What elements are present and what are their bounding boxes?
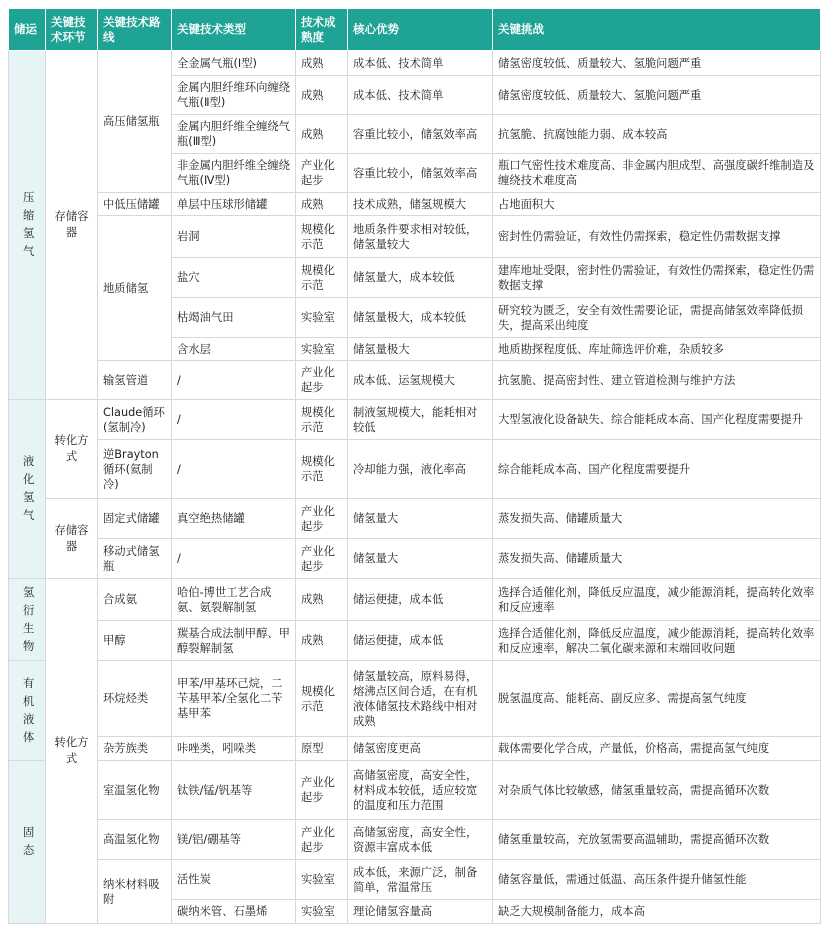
table-row xyxy=(9,761,821,820)
tech-type: 甲苯/甲基环己烷，二苄基甲苯/全氢化二苄基甲苯 xyxy=(172,661,296,737)
header-challenge: 关键挑战 xyxy=(493,9,821,51)
route: 固定式储罐 xyxy=(98,499,172,539)
maturity: 实验室 xyxy=(296,900,348,924)
advantage: 地质条件要求相对较低，储氢量较大 xyxy=(348,216,493,258)
link-storage: 存储容器 xyxy=(46,499,98,579)
tech-type: 枯竭油气田 xyxy=(172,298,296,338)
advantage: 技术成熟，储氢规模大 xyxy=(348,193,493,216)
table-row xyxy=(9,440,821,499)
challenge: 抗氢脆、提高密封性、建立管道检测与维护方法 xyxy=(493,361,821,400)
route: 室温氢化物 xyxy=(98,761,172,820)
tech-type: / xyxy=(172,400,296,440)
header-link: 关键技术环节 xyxy=(46,9,98,51)
challenge: 密封性仍需验证，有效性仍需探索，稳定性仍需数据支撑 xyxy=(493,216,821,258)
advantage: 成本低、技术简单 xyxy=(348,76,493,115)
category-organic: 有机液体 xyxy=(9,661,46,761)
table-row xyxy=(9,51,821,76)
table-row xyxy=(9,216,821,258)
maturity: 原型 xyxy=(296,737,348,761)
tech-type: 镁/铝/硼基等 xyxy=(172,820,296,860)
tech-type: 咔唑类，吲哚类 xyxy=(172,737,296,761)
link-convert: 转化方式 xyxy=(46,579,98,924)
advantage: 成本低、运氢规模大 xyxy=(348,361,493,400)
route: 移动式储氢瓶 xyxy=(98,539,172,579)
advantage: 储氢量较高，原料易得，熔沸点区间合适，在有机液体储氢技术路线中相对成熟 xyxy=(348,661,493,737)
challenge: 缺乏大规模制备能力，成本高 xyxy=(493,900,821,924)
advantage: 高储氢密度，高安全性，材料成本较低，适应较宽的温度和压力范围 xyxy=(348,761,493,820)
tech-type: 含水层 xyxy=(172,338,296,361)
table-row xyxy=(9,737,821,761)
challenge: 综合能耗成本高、国产化程度需要提升 xyxy=(493,440,821,499)
tech-type: 活性炭 xyxy=(172,860,296,900)
maturity: 实验室 xyxy=(296,298,348,338)
challenge: 抗氢脆、抗腐蚀能力弱、成本较高 xyxy=(493,115,821,154)
route-nano: 纳米材料吸附 xyxy=(98,860,172,924)
header-route: 关键技术路线 xyxy=(98,9,172,51)
header-row xyxy=(9,9,821,51)
tech-type: 羰基合成法制甲醇、甲醇裂解制氢 xyxy=(172,621,296,661)
route-high-pressure: 高压储氢瓶 xyxy=(98,51,172,193)
maturity: 成熟 xyxy=(296,76,348,115)
challenge: 大型氢液化设备缺失、综合能耗成本高、国产化程度需要提升 xyxy=(493,400,821,440)
category-compressed: 压缩氢气 xyxy=(9,51,46,400)
maturity: 成熟 xyxy=(296,51,348,76)
table-row xyxy=(9,860,821,900)
link-convert: 转化方式 xyxy=(46,400,98,499)
maturity: 规模化示范 xyxy=(296,216,348,258)
maturity: 产业化起步 xyxy=(296,539,348,579)
category-derivative: 氢衍生物 xyxy=(9,579,46,661)
tech-type: / xyxy=(172,539,296,579)
route: 杂芳族类 xyxy=(98,737,172,761)
link-storage: 存储容器 xyxy=(46,51,98,400)
tech-type: / xyxy=(172,440,296,499)
advantage: 储氢量极大，成本较低 xyxy=(348,298,493,338)
table-row xyxy=(9,621,821,661)
advantage: 储氢密度更高 xyxy=(348,737,493,761)
advantage: 容重比较小，储氢效率高 xyxy=(348,154,493,193)
header-maturity: 技术成熟度 xyxy=(296,9,348,51)
challenge: 地质勘探程度低、库址筛选评价难，杂质较多 xyxy=(493,338,821,361)
tech-type: 全金属气瓶(Ⅰ型) xyxy=(172,51,296,76)
route: 中低压储罐 xyxy=(98,193,172,216)
table-row xyxy=(9,193,821,216)
advantage: 储运便捷，成本低 xyxy=(348,621,493,661)
maturity: 规模化示范 xyxy=(296,400,348,440)
tech-type: 岩洞 xyxy=(172,216,296,258)
challenge: 蒸发损失高、储罐质量大 xyxy=(493,539,821,579)
advantage: 容重比较小，储氢效率高 xyxy=(348,115,493,154)
challenge: 研究较为匮乏，安全有效性需要论证，需提高储氢效率降低损失，提高采出纯度 xyxy=(493,298,821,338)
tech-type: 非金属内胆纤维全缠绕气瓶(Ⅳ型) xyxy=(172,154,296,193)
advantage: 成本低，来源广泛，制备简单，常温常压 xyxy=(348,860,493,900)
advantage: 储氢量大 xyxy=(348,539,493,579)
hydrogen-storage-table xyxy=(8,8,821,924)
challenge: 建库地址受限，密封性仍需验证，有效性仍需探索，稳定性仍需数据支撑 xyxy=(493,258,821,298)
tech-type: 金属内胆纤维全缠绕气瓶(Ⅲ型) xyxy=(172,115,296,154)
challenge: 储氢重量较高，充放氢需要高温辅助，需提高循环次数 xyxy=(493,820,821,860)
table-row xyxy=(9,361,821,400)
header-type: 关键技术类型 xyxy=(172,9,296,51)
route-geological: 地质储氢 xyxy=(98,216,172,361)
maturity: 产业化起步 xyxy=(296,820,348,860)
maturity: 成熟 xyxy=(296,579,348,621)
advantage: 冷却能力强，液化率高 xyxy=(348,440,493,499)
table-row xyxy=(9,661,821,737)
route: 输氢管道 xyxy=(98,361,172,400)
maturity: 产业化起步 xyxy=(296,361,348,400)
tech-type: 钛铁/锰/钒基等 xyxy=(172,761,296,820)
maturity: 规模化示范 xyxy=(296,440,348,499)
route: 环烷烃类 xyxy=(98,661,172,737)
table-row xyxy=(9,579,821,621)
tech-type: 哈伯-博世工艺合成氨、氨裂解制氢 xyxy=(172,579,296,621)
maturity: 产业化起步 xyxy=(296,761,348,820)
maturity: 实验室 xyxy=(296,860,348,900)
maturity: 规模化示范 xyxy=(296,661,348,737)
advantage: 储氢量大，成本较低 xyxy=(348,258,493,298)
challenge: 瓶口气密性技术难度高、非金属内胆成型、高强度碳纤维制造及缠绕技术难度高 xyxy=(493,154,821,193)
challenge: 选择合适催化剂，降低反应温度，减少能源消耗，提高转化效率和反应速率，解决二氧化碳来源和末端回收问题 xyxy=(493,621,821,661)
challenge: 载体需要化学合成，产量低，价格高，需提高氢气纯度 xyxy=(493,737,821,761)
tech-type: 碳纳米管、石墨烯 xyxy=(172,900,296,924)
advantage: 制液氢规模大，能耗相对较低 xyxy=(348,400,493,440)
maturity: 成熟 xyxy=(296,193,348,216)
header-advantage: 核心优势 xyxy=(348,9,493,51)
category-solid: 固态 xyxy=(9,761,46,924)
route: 逆Brayton循环(氦制冷) xyxy=(98,440,172,499)
challenge: 储氢密度较低、质量较大、氢脆问题严重 xyxy=(493,76,821,115)
table-row xyxy=(9,499,821,539)
category-liquid: 液化氢气 xyxy=(9,400,46,579)
tech-type: / xyxy=(172,361,296,400)
maturity: 产业化起步 xyxy=(296,154,348,193)
tech-type: 真空绝热储罐 xyxy=(172,499,296,539)
tech-type: 盐穴 xyxy=(172,258,296,298)
challenge: 对杂质气体比较敏感，储氢重量较高，需提高循环次数 xyxy=(493,761,821,820)
route: 甲醇 xyxy=(98,621,172,661)
maturity: 成熟 xyxy=(296,621,348,661)
advantage: 理论储氢容量高 xyxy=(348,900,493,924)
table-row xyxy=(9,820,821,860)
advantage: 储运便捷，成本低 xyxy=(348,579,493,621)
maturity: 实验室 xyxy=(296,338,348,361)
challenge: 脱氢温度高、能耗高、副反应多、需提高氢气纯度 xyxy=(493,661,821,737)
route: Claude循环(氢制冷) xyxy=(98,400,172,440)
advantage: 储氢量极大 xyxy=(348,338,493,361)
maturity: 规模化示范 xyxy=(296,258,348,298)
challenge: 蒸发损失高、储罐质量大 xyxy=(493,499,821,539)
challenge: 占地面积大 xyxy=(493,193,821,216)
challenge: 选择合适催化剂，降低反应温度，减少能源消耗，提高转化效率和反应速率 xyxy=(493,579,821,621)
maturity: 成熟 xyxy=(296,115,348,154)
challenge: 储氢容量低，需通过低温、高压条件提升储氢性能 xyxy=(493,860,821,900)
tech-type: 金属内胆纤维环向缠绕气瓶(Ⅱ型) xyxy=(172,76,296,115)
table-row xyxy=(9,539,821,579)
header-storage: 储运 xyxy=(9,9,46,51)
table-row xyxy=(9,400,821,440)
route: 合成氨 xyxy=(98,579,172,621)
maturity: 产业化起步 xyxy=(296,499,348,539)
advantage: 成本低、技术简单 xyxy=(348,51,493,76)
challenge: 储氢密度较低、质量较大、氢脆问题严重 xyxy=(493,51,821,76)
route: 高温氢化物 xyxy=(98,820,172,860)
tech-type: 单层中压球形储罐 xyxy=(172,193,296,216)
advantage: 储氢量大 xyxy=(348,499,493,539)
advantage: 高储氢密度，高安全性，资源丰富成本低 xyxy=(348,820,493,860)
